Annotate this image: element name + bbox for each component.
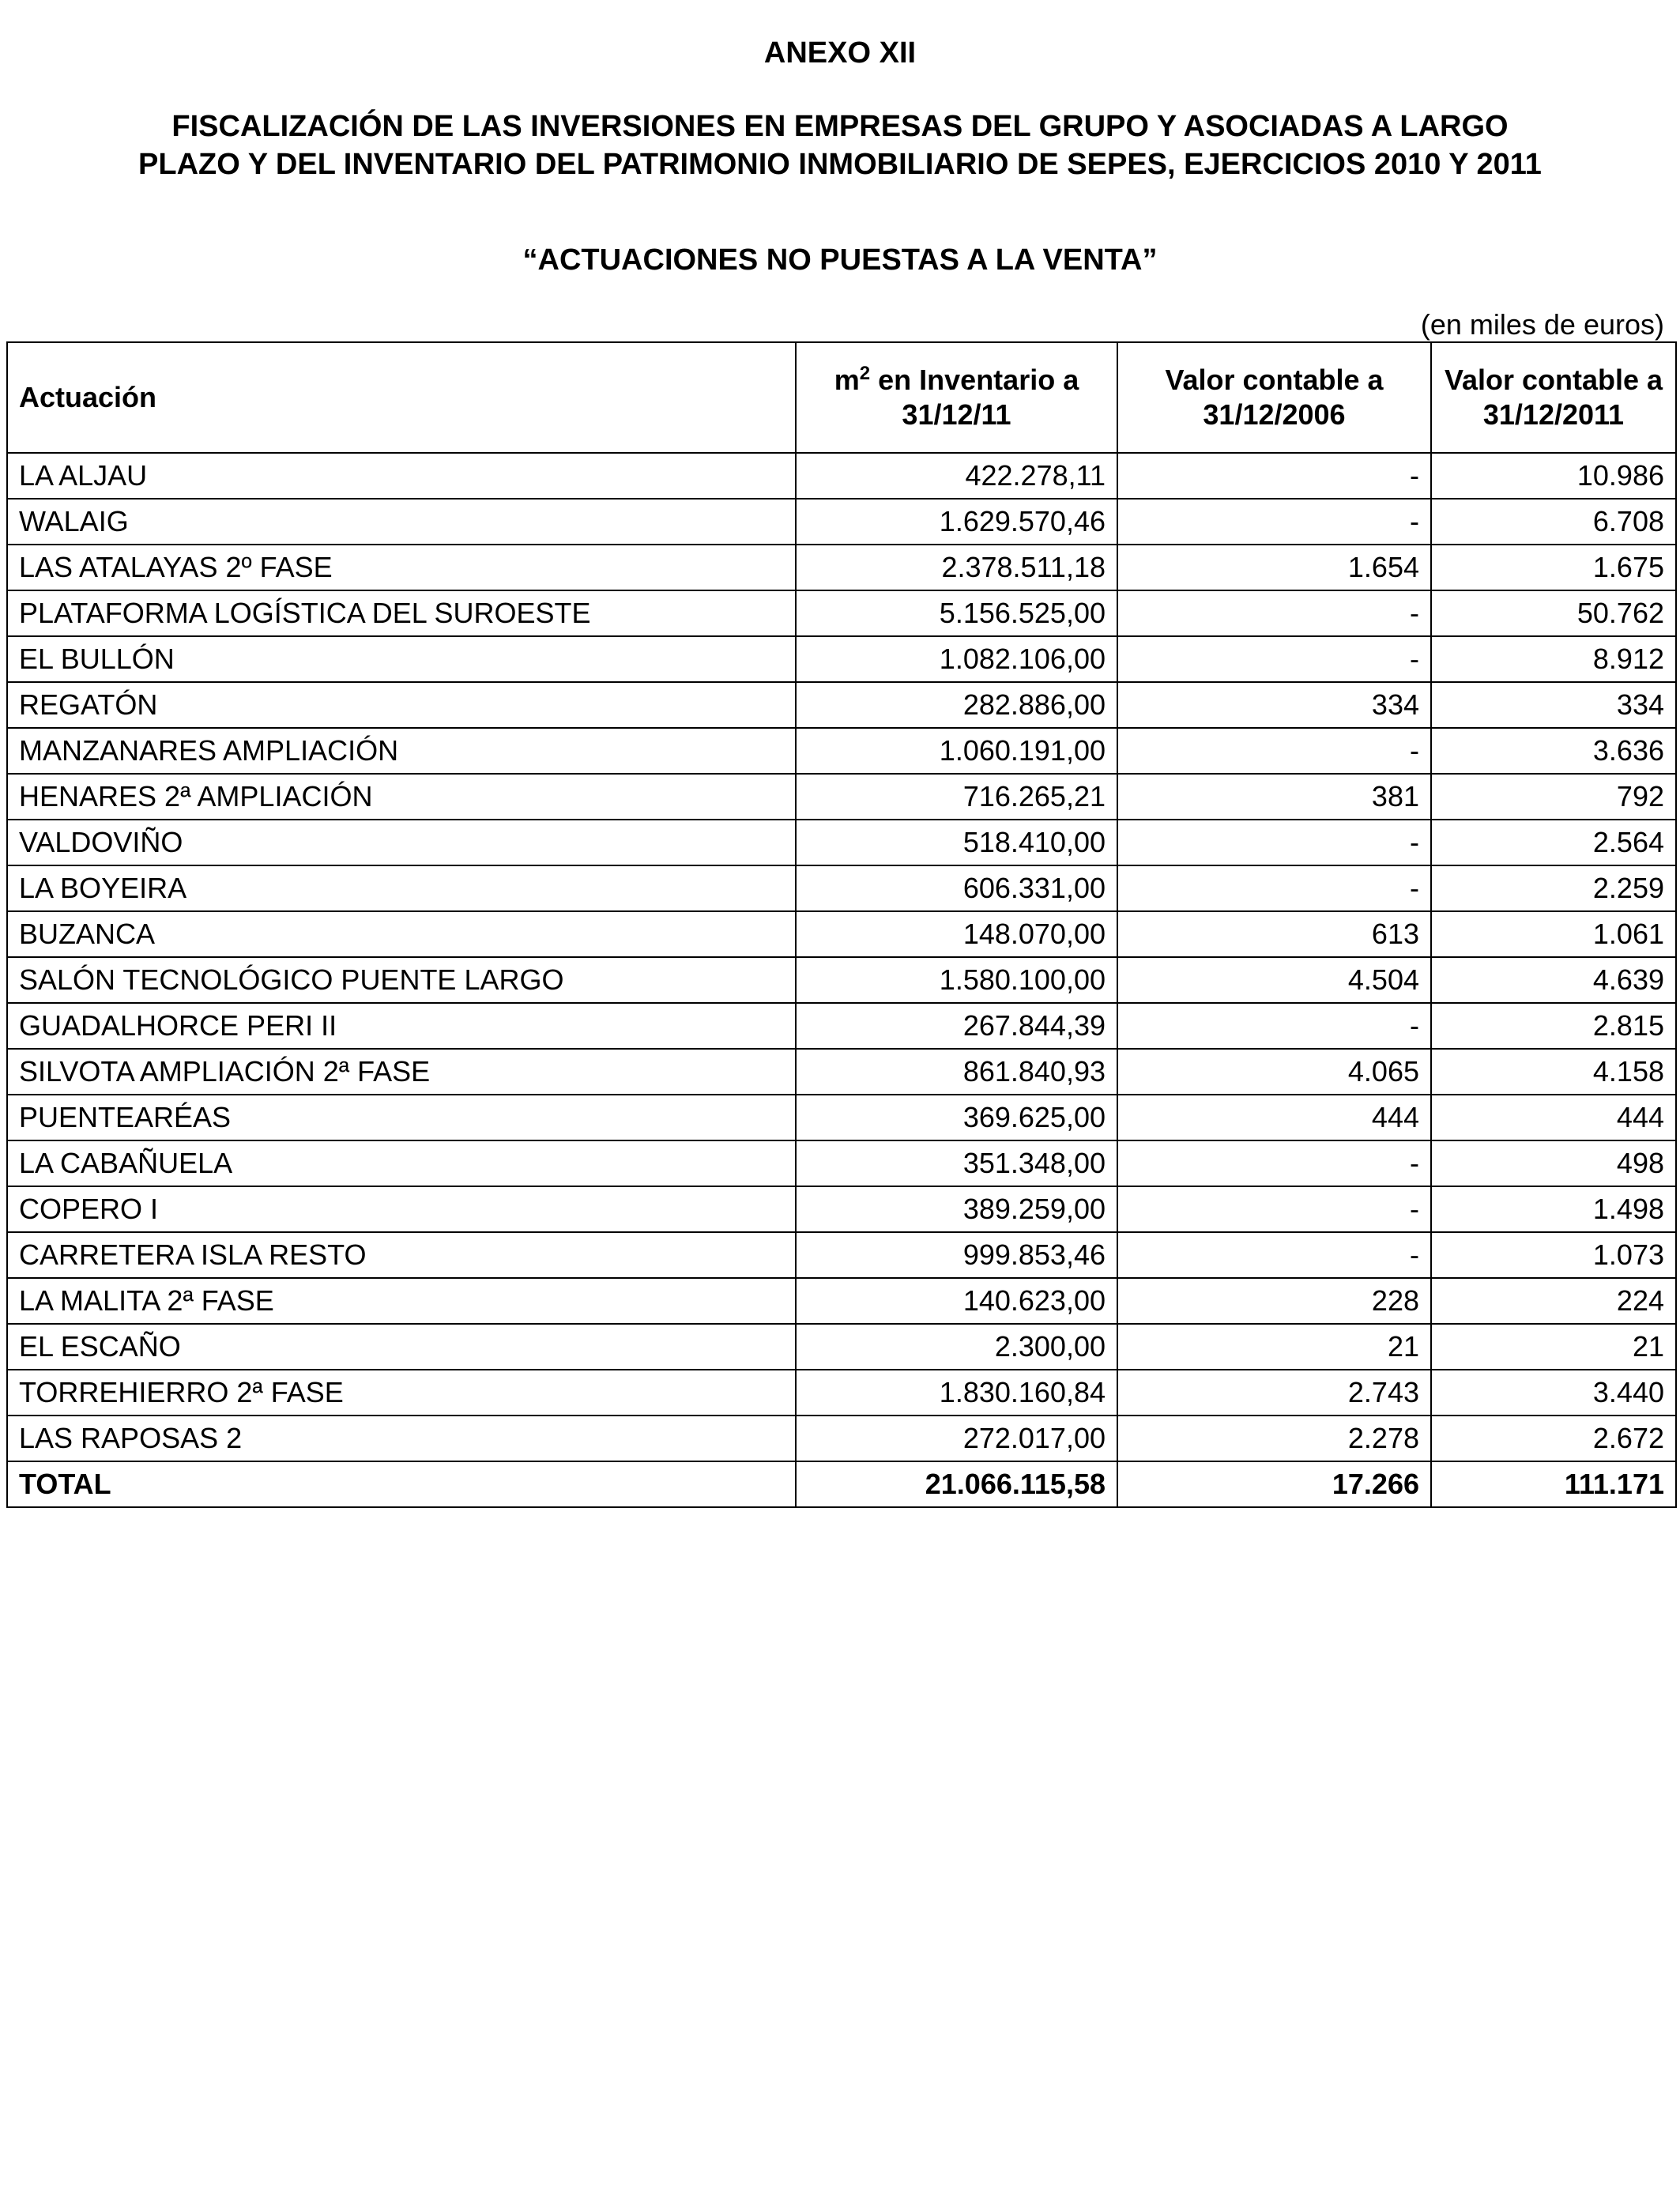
table-row — [7, 1324, 1676, 1370]
total-cell-actuacion: TOTAL — [7, 1461, 796, 1507]
header-m2-rest: en Inventario a 31/12/11 — [870, 364, 1079, 431]
annex-heading: ANEXO XII — [763, 36, 917, 70]
cell-m2-inventario: 5.156.525,00 — [796, 590, 1117, 636]
table-row — [7, 1370, 1676, 1416]
cell-actuacion: REGATÓN — [7, 682, 796, 728]
cell-m2-inventario: 389.259,00 — [796, 1186, 1117, 1232]
cell-actuacion: LAS ATALAYAS 2º FASE — [7, 545, 796, 590]
table-row — [7, 728, 1676, 774]
cell-actuacion: BUZANCA — [7, 911, 796, 957]
cell-m2-inventario: 999.853,46 — [796, 1232, 1117, 1278]
cell-valor-2011: 498 — [1431, 1140, 1676, 1186]
cell-m2-inventario: 2.378.511,18 — [796, 545, 1117, 590]
table-row — [7, 911, 1676, 957]
cell-valor-2011: 444 — [1431, 1095, 1676, 1140]
cell-actuacion: VALDOVIÑO — [7, 820, 796, 865]
cell-actuacion: EL BULLÓN — [7, 636, 796, 682]
cell-m2-inventario: 140.623,00 — [796, 1278, 1117, 1324]
header-valor-2006: Valor contable a 31/12/2006 — [1117, 342, 1431, 453]
cell-m2-inventario: 369.625,00 — [796, 1095, 1117, 1140]
cell-valor-2006: - — [1117, 453, 1431, 499]
cell-valor-2011: 224 — [1431, 1278, 1676, 1324]
table-row — [7, 1003, 1676, 1049]
header-m2-prefix: m — [834, 364, 860, 396]
cell-valor-2006: - — [1117, 1232, 1431, 1278]
cell-actuacion: MANZANARES AMPLIACIÓN — [7, 728, 796, 774]
report-title-line-2: PLAZO Y DEL INVENTARIO DEL PATRIMONIO INMOBILIARIO DE SEPES, EJERCICIOS 2010 Y 2011 — [138, 148, 1542, 181]
cell-actuacion: GUADALHORCE PERI II — [7, 1003, 796, 1049]
cell-valor-2011: 4.639 — [1431, 957, 1676, 1003]
cell-m2-inventario: 2.300,00 — [796, 1324, 1117, 1370]
cell-valor-2011: 3.636 — [1431, 728, 1676, 774]
cell-actuacion: PUENTEARÉAS — [7, 1095, 796, 1140]
cell-valor-2011: 1.073 — [1431, 1232, 1676, 1278]
unit-note: (en miles de euros) — [1420, 308, 1664, 341]
table-row — [7, 453, 1676, 499]
cell-valor-2011: 1.498 — [1431, 1186, 1676, 1232]
table-row — [7, 957, 1676, 1003]
cell-valor-2011: 10.986 — [1431, 453, 1676, 499]
cell-valor-2011: 8.912 — [1431, 636, 1676, 682]
cell-actuacion: COPERO I — [7, 1186, 796, 1232]
cell-valor-2011: 6.708 — [1431, 499, 1676, 545]
cell-m2-inventario: 272.017,00 — [796, 1416, 1117, 1461]
cell-valor-2011: 4.158 — [1431, 1049, 1676, 1095]
cell-m2-inventario: 861.840,93 — [796, 1049, 1117, 1095]
cell-valor-2011: 3.440 — [1431, 1370, 1676, 1416]
cell-valor-2006: 613 — [1117, 911, 1431, 957]
cell-actuacion: CARRETERA ISLA RESTO — [7, 1232, 796, 1278]
table-row — [7, 682, 1676, 728]
cell-m2-inventario: 422.278,11 — [796, 453, 1117, 499]
cell-m2-inventario: 148.070,00 — [796, 911, 1117, 957]
table-row — [7, 1140, 1676, 1186]
total-cell-m2-inventario: 21.066.115,58 — [796, 1461, 1117, 1507]
cell-valor-2006: 4.065 — [1117, 1049, 1431, 1095]
report-title — [47, 107, 1633, 183]
table-row — [7, 590, 1676, 636]
section-subtitle: “ACTUACIONES NO PUESTAS A LA VENTA” — [522, 243, 1158, 277]
cell-actuacion: SALÓN TECNOLÓGICO PUENTE LARGO — [7, 957, 796, 1003]
cell-actuacion: LA ALJAU — [7, 453, 796, 499]
table-row — [7, 1278, 1676, 1324]
table-row — [7, 636, 1676, 682]
cell-valor-2006: 4.504 — [1117, 957, 1431, 1003]
cell-m2-inventario: 282.886,00 — [796, 682, 1117, 728]
cell-m2-inventario: 606.331,00 — [796, 865, 1117, 911]
cell-actuacion: SILVOTA AMPLIACIÓN 2ª FASE — [7, 1049, 796, 1095]
table-row — [7, 1186, 1676, 1232]
table-row — [7, 499, 1676, 545]
cell-valor-2011: 792 — [1431, 774, 1676, 820]
cell-actuacion: LA BOYEIRA — [7, 865, 796, 911]
table-row — [7, 545, 1676, 590]
cell-valor-2006: - — [1117, 1140, 1431, 1186]
total-row — [7, 1461, 1676, 1507]
header-valor-2011: Valor contable a 31/12/2011 — [1431, 342, 1676, 453]
cell-m2-inventario: 1.580.100,00 — [796, 957, 1117, 1003]
cell-valor-2011: 2.672 — [1431, 1416, 1676, 1461]
cell-valor-2006: 1.654 — [1117, 545, 1431, 590]
cell-m2-inventario: 1.629.570,46 — [796, 499, 1117, 545]
report-title-line-1: FISCALIZACIÓN DE LAS INVERSIONES EN EMPRESAS DEL GRUPO Y ASOCIADAS A LARGO — [171, 110, 1509, 143]
total-cell-valor-2006: 17.266 — [1117, 1461, 1431, 1507]
table-body — [7, 453, 1676, 1507]
cell-valor-2011: 2.564 — [1431, 820, 1676, 865]
cell-valor-2006: - — [1117, 728, 1431, 774]
cell-valor-2011: 1.675 — [1431, 545, 1676, 590]
cell-valor-2006: 228 — [1117, 1278, 1431, 1324]
cell-actuacion: WALAIG — [7, 499, 796, 545]
cell-valor-2006: - — [1117, 499, 1431, 545]
cell-valor-2011: 2.815 — [1431, 1003, 1676, 1049]
cell-valor-2011: 21 — [1431, 1324, 1676, 1370]
cell-valor-2006: 444 — [1117, 1095, 1431, 1140]
cell-valor-2006: 381 — [1117, 774, 1431, 820]
table-row — [7, 1232, 1676, 1278]
total-cell-valor-2011: 111.171 — [1431, 1461, 1676, 1507]
cell-actuacion: LA CABAÑUELA — [7, 1140, 796, 1186]
cell-valor-2006: - — [1117, 590, 1431, 636]
header-m2-inventario — [796, 342, 1117, 453]
cell-valor-2006: - — [1117, 636, 1431, 682]
table-row — [7, 820, 1676, 865]
cell-m2-inventario: 716.265,21 — [796, 774, 1117, 820]
cell-valor-2011: 334 — [1431, 682, 1676, 728]
cell-valor-2006: 2.743 — [1117, 1370, 1431, 1416]
cell-m2-inventario: 1.060.191,00 — [796, 728, 1117, 774]
table-header-row — [7, 342, 1676, 453]
table-row — [7, 865, 1676, 911]
cell-actuacion: TORREHIERRO 2ª FASE — [7, 1370, 796, 1416]
cell-valor-2006: - — [1117, 865, 1431, 911]
table-row — [7, 1095, 1676, 1140]
cell-actuacion: LA MALITA 2ª FASE — [7, 1278, 796, 1324]
cell-actuacion: PLATAFORMA LOGÍSTICA DEL SUROESTE — [7, 590, 796, 636]
cell-m2-inventario: 518.410,00 — [796, 820, 1117, 865]
actuaciones-table — [6, 341, 1677, 1508]
table-row — [7, 1049, 1676, 1095]
cell-m2-inventario: 351.348,00 — [796, 1140, 1117, 1186]
cell-valor-2006: - — [1117, 1003, 1431, 1049]
cell-valor-2011: 2.259 — [1431, 865, 1676, 911]
cell-actuacion: HENARES 2ª AMPLIACIÓN — [7, 774, 796, 820]
cell-valor-2006: - — [1117, 1186, 1431, 1232]
cell-valor-2006: 21 — [1117, 1324, 1431, 1370]
cell-actuacion: LAS RAPOSAS 2 — [7, 1416, 796, 1461]
header-m2-superscript: 2 — [859, 363, 871, 384]
cell-valor-2006: 334 — [1117, 682, 1431, 728]
table-row — [7, 1416, 1676, 1461]
cell-m2-inventario: 267.844,39 — [796, 1003, 1117, 1049]
cell-valor-2011: 1.061 — [1431, 911, 1676, 957]
cell-valor-2006: - — [1117, 820, 1431, 865]
header-actuacion: Actuación — [7, 342, 796, 453]
table-row — [7, 774, 1676, 820]
cell-actuacion: EL ESCAÑO — [7, 1324, 796, 1370]
cell-m2-inventario: 1.082.106,00 — [796, 636, 1117, 682]
cell-valor-2006: 2.278 — [1117, 1416, 1431, 1461]
cell-valor-2011: 50.762 — [1431, 590, 1676, 636]
cell-m2-inventario: 1.830.160,84 — [796, 1370, 1117, 1416]
